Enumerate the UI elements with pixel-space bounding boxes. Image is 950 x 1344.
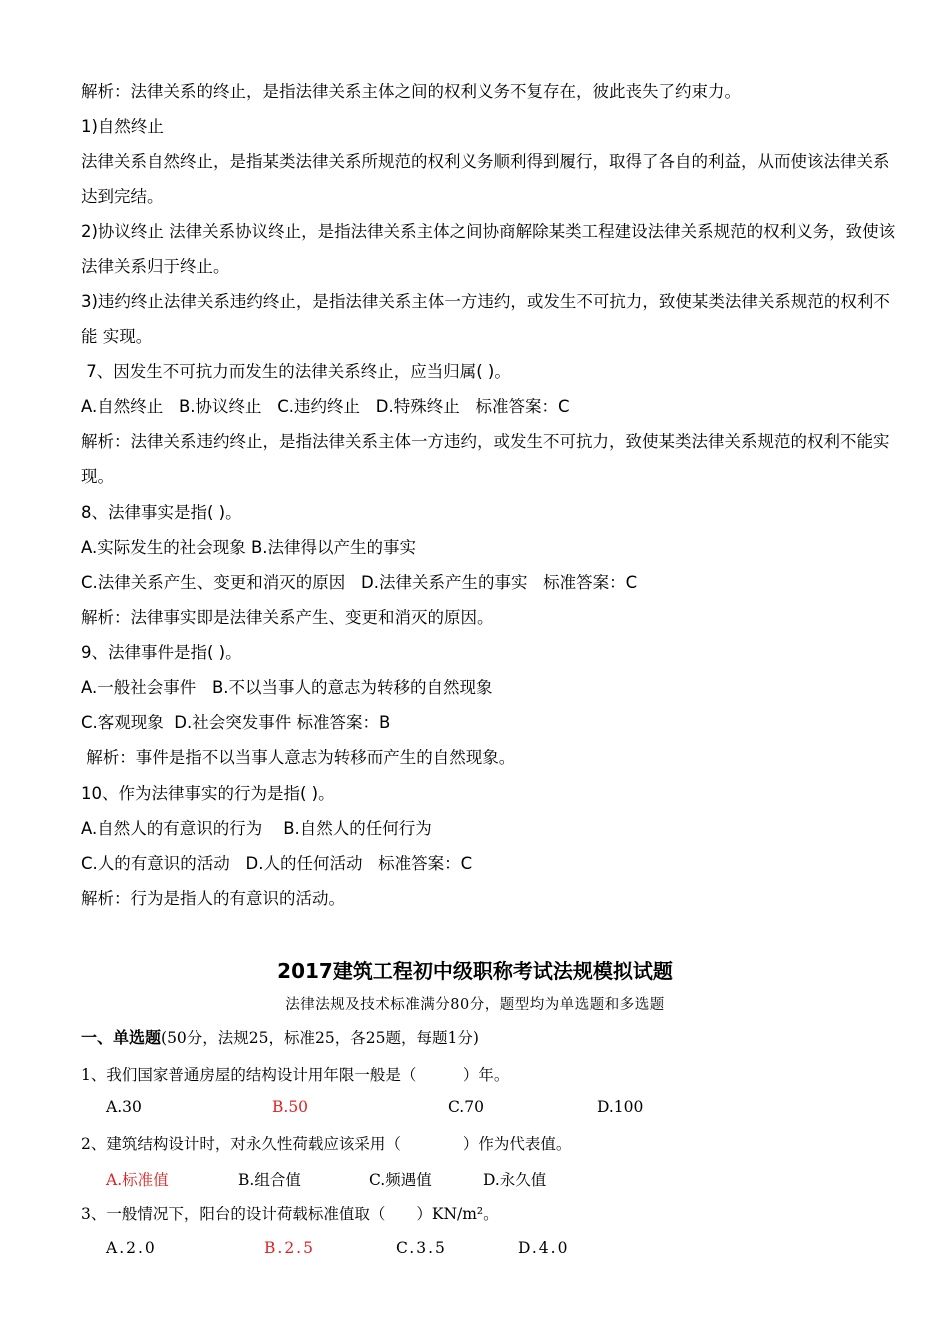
question-8-analysis: 解析：法律事实即是法律关系产生、变更和消灭的原因。	[81, 608, 494, 627]
subheading-natural-termination: 1)自然终止	[81, 117, 164, 136]
breach-termination-paragraph: 3)违约终止法律关系违约终止，是指法律关系主体一方违约，或发生不可抗力，致使某类法律关系规范的权利不能 实现。	[81, 292, 890, 346]
agreement-termination-paragraph: 2)协议终止 法律关系协议终止，是指法律关系主体之间协商解除某类工程建设法律关系规范的权利义务，致使该法律关系归于终止。	[81, 222, 896, 276]
question-7-options: A.自然终止 B.协议终止 C.违约终止 D.特殊终止 标准答案：C	[81, 397, 570, 416]
q1-option-b-answer: B.50	[272, 1098, 309, 1116]
question-9-options-ab: A.一般社会事件 B.不以当事人的意志为转移的自然现象	[81, 678, 493, 697]
exam-question-3: 3、一般情况下，阳台的设计荷载标准值取（ ）KN/m²。	[81, 1205, 499, 1223]
question-8: 8、法律事实是指( )。	[81, 503, 242, 522]
q2-option-c: C.频遇值	[369, 1171, 432, 1189]
exam-subtitle: 法律法规及技术标准满分80分，题型均为单选题和多选题	[285, 997, 665, 1013]
exam-title: 2017建筑工程初中级职称考试法规模拟试题	[277, 959, 673, 983]
question-8-options-ab: A.实际发生的社会现象 B.法律得以产生的事实	[81, 538, 417, 557]
question-9-options-cd: C.客观现象 D.社会突发事件 标准答案：B	[81, 713, 391, 732]
q3-option-d: D.4.0	[518, 1239, 570, 1257]
q3-option-a: A.2.0	[106, 1239, 157, 1257]
q3-option-b-answer: B.2.5	[264, 1239, 315, 1257]
question-10-options-cd: C.人的有意识的活动 D.人的任何活动 标准答案：C	[81, 854, 473, 873]
analysis-paragraph: 解析：法律关系的终止，是指法律关系主体之间的权利义务不复存在，彼此丧失了约束力。	[81, 82, 741, 101]
natural-termination-paragraph: 法律关系自然终止，是指某类法律关系所规范的权利义务顺利得到履行，取得了各自的利益，从而使该法律关系达到完结。	[81, 152, 890, 206]
q3-option-c: C.3.5	[396, 1239, 447, 1257]
q2-option-d: D.永久值	[483, 1171, 547, 1189]
exam-question-2: 2、建筑结构设计时，对永久性荷载应该采用（ ）作为代表值。	[81, 1135, 572, 1153]
q1-option-d: D.100	[597, 1098, 644, 1116]
question-7-analysis: 解析：法律关系违约终止，是指法律关系主体一方违约，或发生不可抗力，致使某类法律关系规范的权利不能实现。	[81, 432, 890, 486]
exam-question-1: 1、我们国家普通房屋的结构设计用年限一般是（ ）年。	[81, 1066, 510, 1084]
question-8-options-cd: C.法律关系产生、变更和消灭的原因 D.法律关系产生的事实 标准答案：C	[81, 573, 638, 592]
question-10-analysis: 解析：行为是指人的有意识的活动。	[81, 889, 345, 908]
q2-option-b: B.组合值	[238, 1171, 301, 1189]
heading-label: 一、单选题	[81, 1028, 162, 1047]
question-9: 9、法律事件是指( )。	[81, 643, 242, 662]
question-10-options-ab: A.自然人的有意识的行为 B.自然人的任何行为	[81, 819, 432, 838]
q2-option-a-answer: A.标准值	[106, 1171, 169, 1189]
question-7: 7、因发生不可抗力而发生的法律关系终止，应当归属( )。	[81, 362, 511, 381]
heading-note: (50分，法规25，标准25，各25题，每题1分)	[161, 1029, 479, 1047]
question-9-analysis: 解析：事件是指不以当事人意志为转移而产生的自然现象。	[81, 748, 516, 767]
q1-option-c: C.70	[448, 1098, 484, 1116]
q1-option-a: A.30	[106, 1098, 142, 1116]
single-choice-heading	[81, 1027, 896, 1049]
question-10: 10、作为法律事实的行为是指( )。	[81, 784, 335, 803]
